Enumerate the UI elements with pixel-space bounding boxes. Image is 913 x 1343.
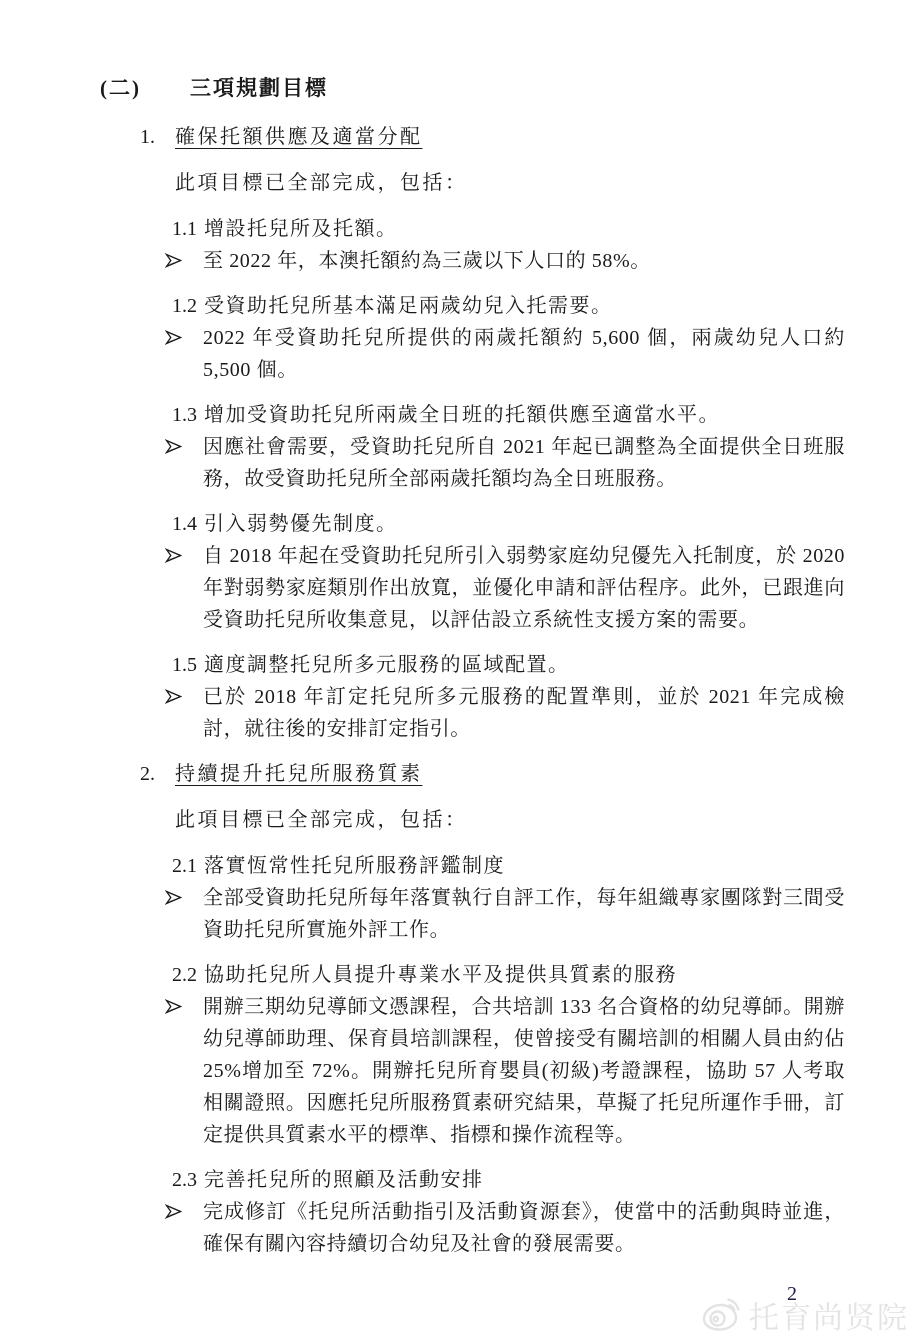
section-2	[100, 758, 845, 1260]
section-1-title: 確保托額供應及適當分配	[175, 126, 423, 148]
section-2-intro: 此項目標已全部完成，包括：	[175, 809, 468, 831]
bullet-row	[100, 540, 845, 636]
arrow-bullet-icon	[165, 882, 203, 946]
item-1-4-text: 引入弱勢優先制度。	[204, 513, 398, 535]
bullet-row	[100, 882, 845, 946]
arrow-bullet-icon	[165, 245, 203, 277]
bullet-row	[100, 431, 845, 495]
arrow-bullet-icon	[165, 540, 203, 636]
item-1-4-number: 1.4	[172, 513, 197, 535]
bullet-row	[100, 322, 845, 386]
section-1-number: 1.	[140, 126, 155, 148]
document-content	[100, 72, 845, 1273]
heading-number: (二)	[100, 76, 141, 100]
item-1-2	[100, 290, 845, 386]
arrow-bullet-icon	[165, 431, 203, 495]
item-1-2-number: 1.2	[172, 295, 197, 317]
section-2-number: 2.	[140, 763, 155, 785]
bullet-text: 至 2022 年，本澳托額約為三歲以下人口的 58%。	[203, 250, 651, 272]
item-1-2-text: 受資助托兒所基本滿足兩歲幼兒入托需要。	[204, 295, 613, 317]
bullet-text: 自 2018 年起在受資助托兒所引入弱勢家庭幼兒優先入托制度，於 2020 年對弱勢家庭類別作出放寬，並優化申請和評估程序。此外，已跟進向受資助托兒所收集意見，以評估設立系統性支援方案的需要。	[203, 545, 845, 631]
arrow-bullet-icon	[165, 681, 203, 745]
arrow-bullet-icon	[165, 322, 203, 386]
item-1-5-text: 適度調整托兒所多元服務的區域配置。	[204, 654, 570, 676]
item-2-3-title	[100, 1164, 845, 1196]
section-heading	[100, 72, 845, 105]
watermark-text: 托育尚贤院	[749, 1301, 909, 1335]
section-1-head	[100, 121, 845, 153]
section-1	[100, 121, 845, 745]
item-1-4	[100, 508, 845, 636]
item-1-1-number: 1.1	[172, 218, 197, 240]
bullet-row	[100, 681, 845, 745]
arrow-bullet-icon	[165, 991, 203, 1151]
item-1-1-text: 增設托兒所及托額。	[204, 218, 398, 240]
bullet-text: 全部受資助托兒所每年落實執行自評工作，每年組織專家團隊對三間受資助托兒所實施外評工作。	[203, 887, 845, 941]
bullet-row	[100, 1196, 845, 1260]
item-2-1	[100, 850, 845, 946]
item-2-2-title	[100, 959, 845, 991]
bullet-row	[100, 991, 845, 1151]
weibo-icon	[700, 1292, 744, 1337]
page-number: 2	[787, 1283, 797, 1305]
item-2-1-text: 落實恆常性托兒所服務評鑑制度	[204, 855, 505, 877]
item-1-1	[100, 213, 845, 277]
section-2-head	[100, 758, 845, 790]
section-2-title: 持續提升托兒所服務質素	[175, 763, 423, 785]
item-2-2	[100, 959, 845, 1151]
item-1-5-number: 1.5	[172, 654, 197, 676]
bullet-text: 開辦三期幼兒導師文憑課程，合共培訓 133 名合資格的幼兒導師。開辦幼兒導師助理、保育員培訓課程，使曾接受有關培訓的相關人員由約佔 25%增加至 72%。開辦托兒所育嬰員(初級)考證課程，協助 57 人考取相關證照。因應托兒所服務質素研究結果，草擬了托兒所運作手冊，訂定提供具質素水平的標準、指標和操作流程等。	[203, 996, 845, 1146]
item-2-2-text: 協助托兒所人員提升專業水平及提供具質素的服務	[204, 964, 677, 986]
item-1-3-number: 1.3	[172, 404, 197, 426]
item-2-3-text: 完善托兒所的照顧及活動安排	[204, 1169, 484, 1191]
item-2-3-number: 2.3	[172, 1169, 197, 1191]
item-2-1-title	[100, 850, 845, 882]
bullet-text: 2022 年受資助托兒所提供的兩歲托額約 5,600 個，兩歲幼兒人口約 5,500 個。	[203, 327, 845, 381]
item-2-3	[100, 1164, 845, 1260]
item-1-3-text: 增加受資助托兒所兩歲全日班的托額供應至適當水平。	[204, 404, 720, 426]
item-2-2-number: 2.2	[172, 964, 197, 986]
item-1-5	[100, 649, 845, 745]
arrow-bullet-icon	[165, 1196, 203, 1260]
item-1-3-title	[100, 399, 845, 431]
section-1-intro: 此項目標已全部完成，包括：	[175, 172, 468, 194]
bullet-text: 因應社會需要，受資助托兒所自 2021 年起已調整為全面提供全日班服務，故受資助托兒所全部兩歲托額均為全日班服務。	[203, 436, 845, 490]
item-1-3	[100, 399, 845, 495]
item-1-5-title	[100, 649, 845, 681]
item-1-4-title	[100, 508, 845, 540]
watermark	[700, 1292, 909, 1337]
item-1-1-title	[100, 213, 845, 245]
bullet-text: 已於 2018 年訂定托兒所多元服務的配置準則，並於 2021 年完成檢討，就往後的安排訂定指引。	[203, 686, 845, 740]
heading-title: 三項規劃目標	[190, 76, 328, 100]
bullet-row	[100, 245, 845, 277]
bullet-text: 完成修訂《托兒所活動指引及活動資源套》，使當中的活動與時並進，確保有關內容持續切合幼兒及社會的發展需要。	[203, 1201, 845, 1255]
item-2-1-number: 2.1	[172, 855, 197, 877]
item-1-2-title	[100, 290, 845, 322]
